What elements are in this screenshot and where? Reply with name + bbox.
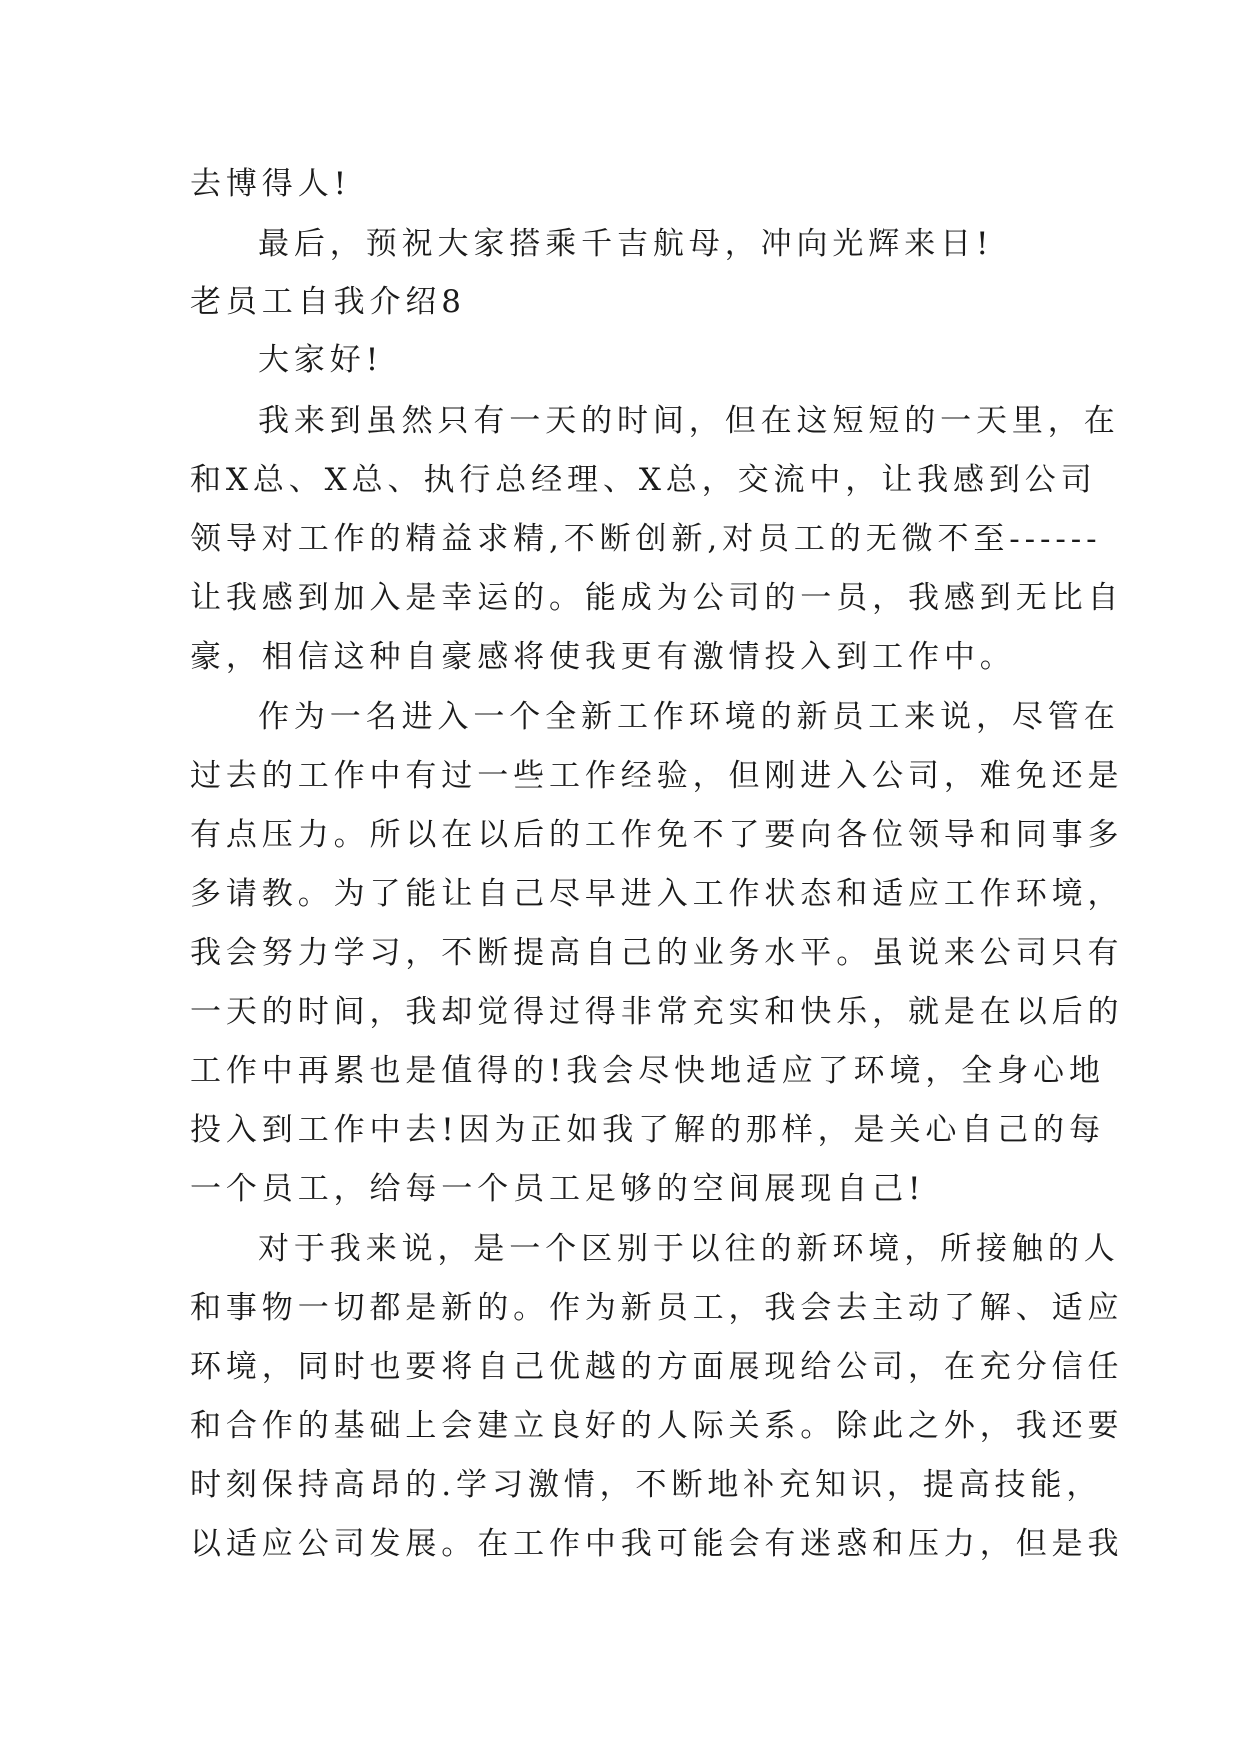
- text-line: 让我感到加入是幸运的。能成为公司的一员，我感到无比自: [190, 580, 1124, 616]
- text-line: 环境，同时也要将自己优越的方面展现给公司，在充分信任: [190, 1349, 1124, 1385]
- text-line: 投入到工作中去!因为正如我了解的那样，是关心自己的每: [190, 1112, 1105, 1148]
- text-line: 有点压力。所以在以后的工作免不了要向各位领导和同事多: [190, 817, 1124, 853]
- text-line: 过去的工作中有过一些工作经验，但刚进入公司，难免还是: [190, 758, 1124, 794]
- text-line: 多请教。为了能让自己尽早进入工作状态和适应工作环境，: [190, 876, 1124, 912]
- text-line: 去博得人!: [190, 166, 351, 202]
- greeting-line: 大家好!: [258, 342, 384, 378]
- text-line: 以适应公司发展。在工作中我可能会有迷惑和压力，但是我: [190, 1526, 1124, 1562]
- text-line: 我会努力学习，不断提高自己的业务水平。虽说来公司只有: [190, 935, 1124, 971]
- section-heading: 老员工自我介绍8: [190, 284, 466, 320]
- text-line: 和X总、X总、执行总经理、X总，交流中，让我感到公司: [190, 462, 1097, 498]
- text-line: 一天的时间，我却觉得过得非常充实和快乐，就是在以后的: [190, 994, 1124, 1030]
- text-line: 豪，相信这种自豪感将使我更有激情投入到工作中。: [190, 639, 1016, 675]
- text-line: 领导对工作的精益求精,不断创新,对员工的无微不至------: [190, 521, 1102, 557]
- text-line: 最后，预祝大家搭乘千吉航母，冲向光辉来日!: [258, 226, 994, 262]
- text-line: 时刻保持高昂的.学习激情，不断地补充知识，提高技能，: [190, 1467, 1103, 1503]
- text-line: 一个员工，给每一个员工足够的空间展现自己!: [190, 1171, 926, 1207]
- text-line: 和事物一切都是新的。作为新员工，我会去主动了解、适应: [190, 1290, 1124, 1326]
- text-line: 和合作的基础上会建立良好的人际关系。除此之外，我还要: [190, 1408, 1124, 1444]
- text-line: 作为一名进入一个全新工作环境的新员工来说，尽管在: [258, 699, 1120, 735]
- text-line: 工作中再累也是值得的!我会尽快地适应了环境，全身心地: [190, 1053, 1105, 1089]
- text-line: 我来到虽然只有一天的时间，但在这短短的一天里，在: [258, 403, 1120, 439]
- text-line: 对于我来说，是一个区别于以往的新环境，所接触的人: [258, 1231, 1120, 1267]
